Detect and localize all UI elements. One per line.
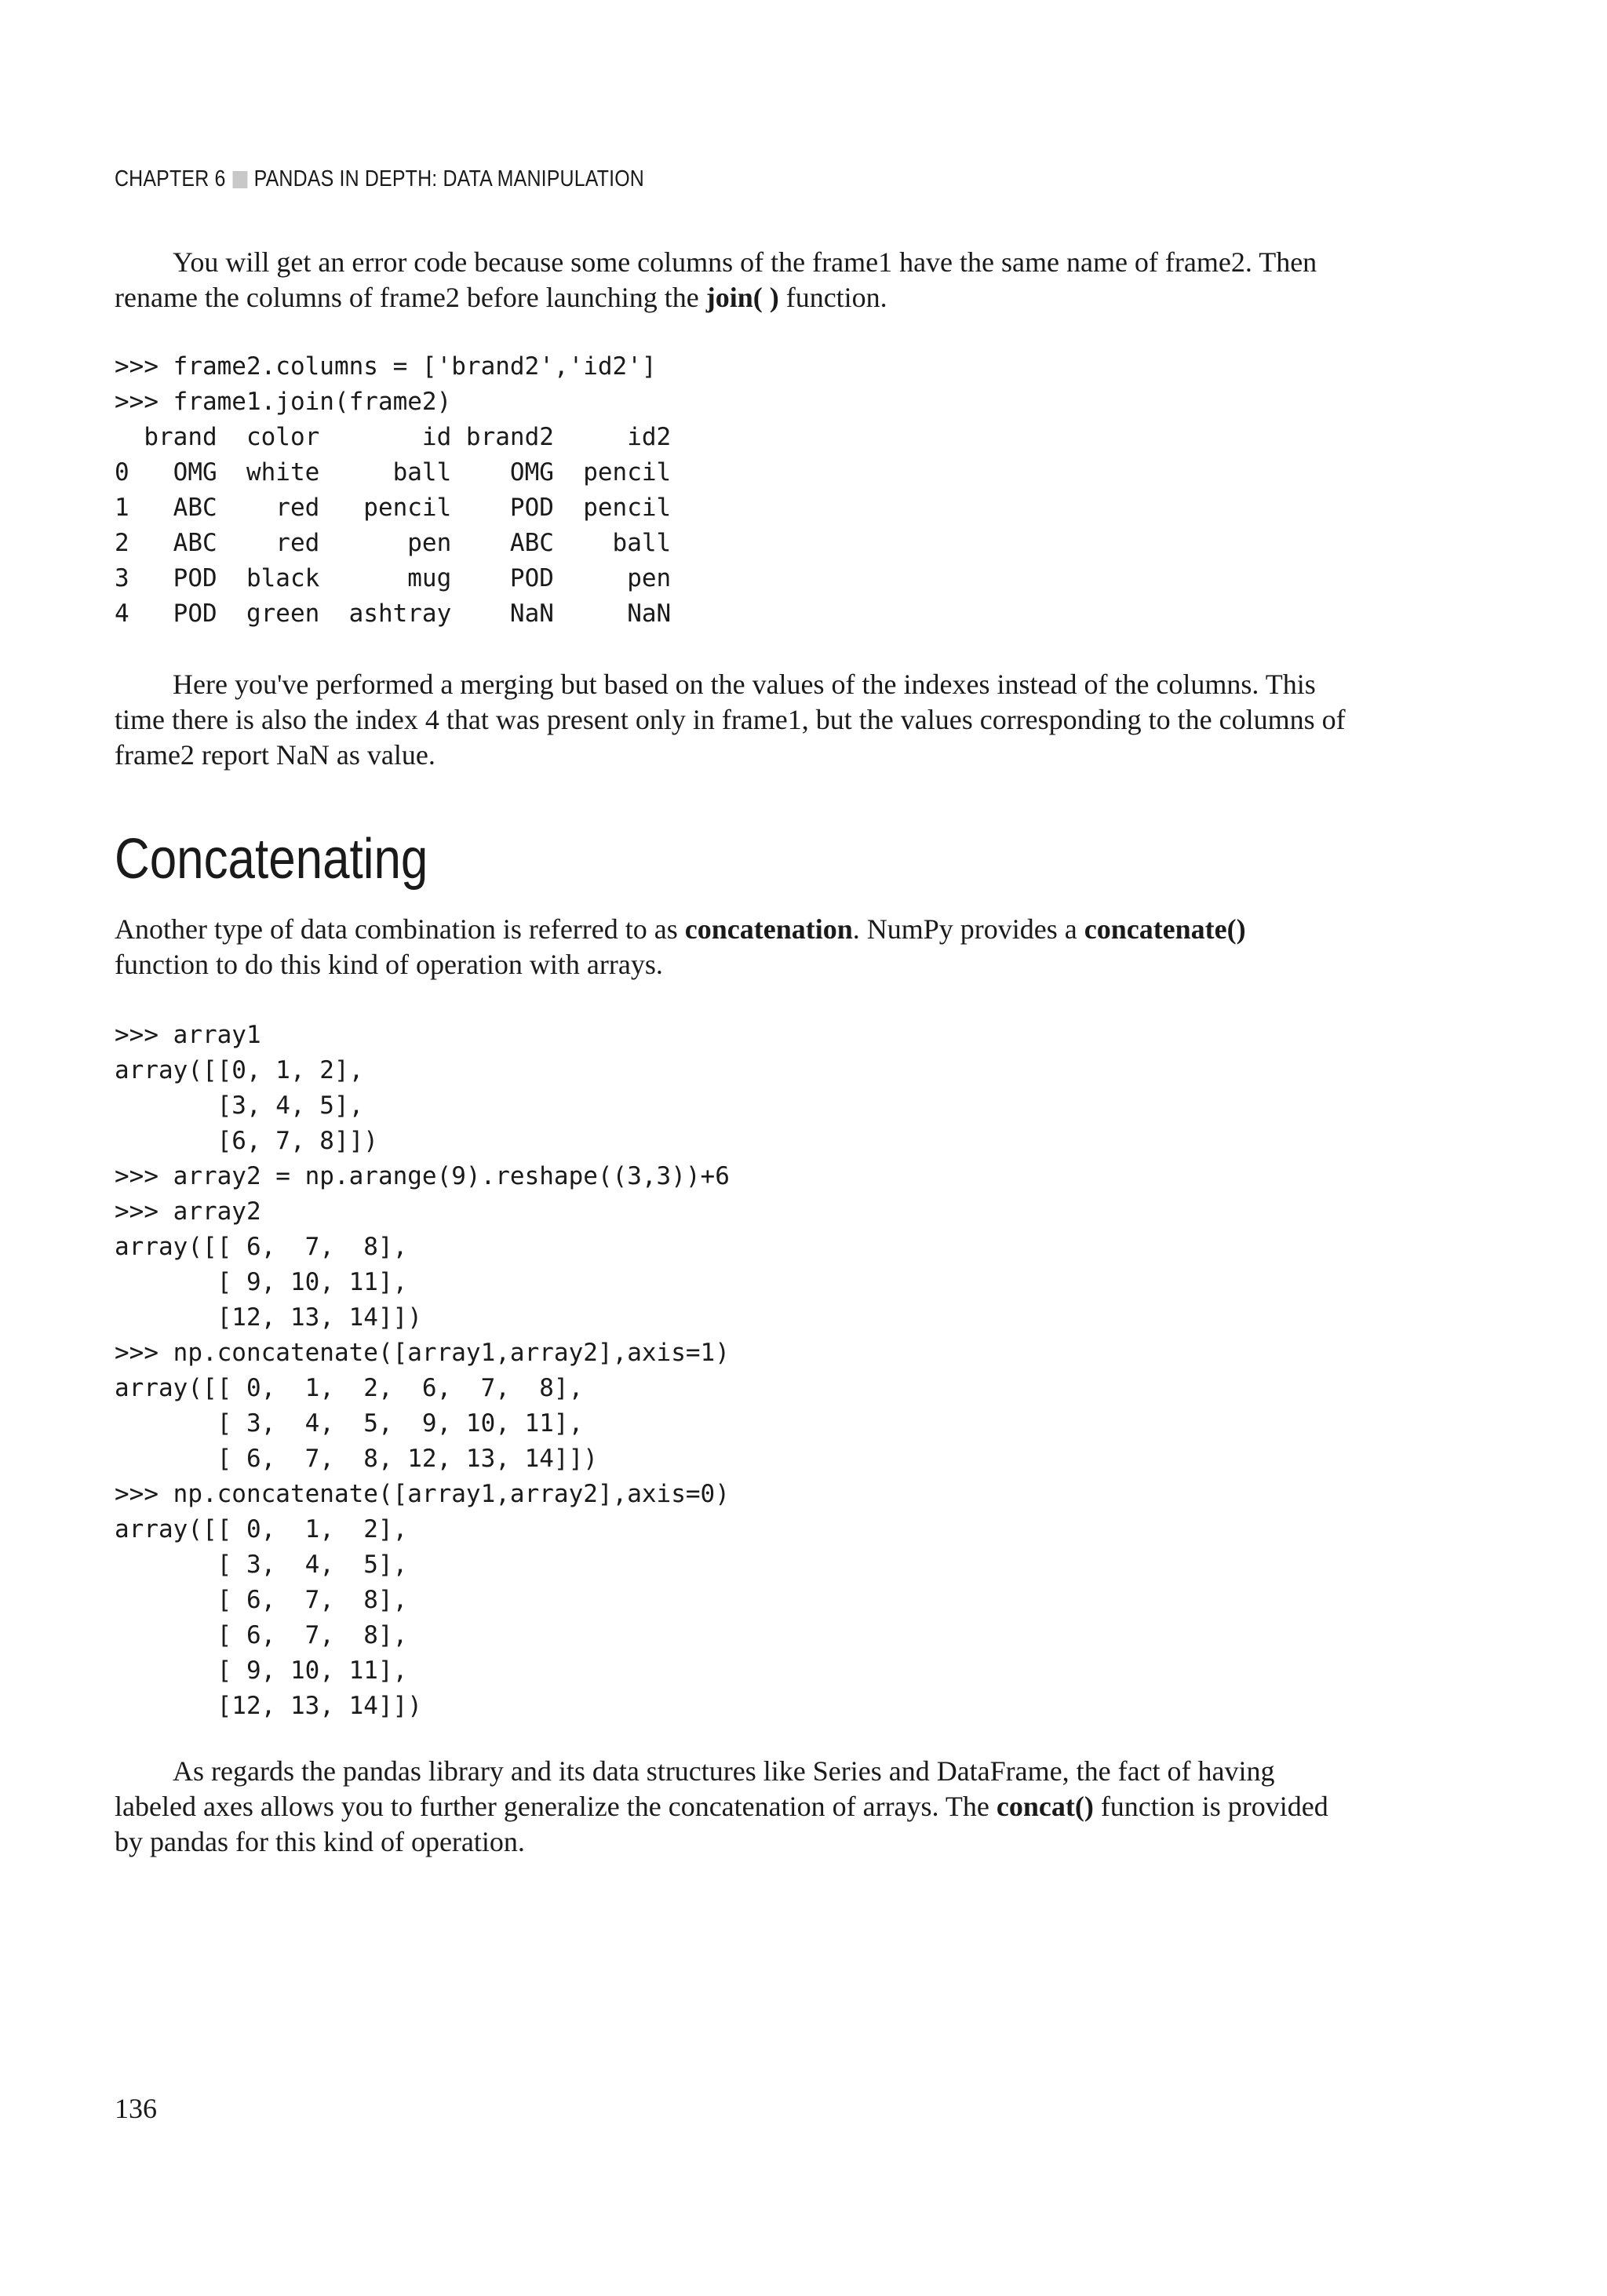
paragraph-line xyxy=(115,1789,1448,1824)
text-run: rename the columns of frame2 before launching the xyxy=(115,282,706,313)
page-number: 136 xyxy=(115,2093,157,2124)
paragraph-pandas-concat xyxy=(115,1754,1448,1860)
text-run: . NumPy provides a xyxy=(852,913,1084,945)
text-run: function is provided xyxy=(1093,1791,1328,1822)
code-line: >>> frame1.join(frame2) xyxy=(115,388,452,416)
code-line: [ 3, 4, 5, 9, 10, 11], xyxy=(115,1409,584,1438)
code-line: [ 9, 10, 11], xyxy=(115,1268,408,1296)
code-line: [6, 7, 8]]) xyxy=(115,1127,378,1155)
paragraph-line: Here you've performed a merging but based on the values of the indexes instead of the columns. This xyxy=(173,669,1316,700)
code-line: array([[ 6, 7, 8], xyxy=(115,1233,408,1261)
code-output-row: 4 POD green ashtray NaN NaN xyxy=(115,600,672,628)
paragraph-line: time there is also the index 4 that was present only in frame1, but the values corresponding to the columns of xyxy=(115,704,1346,735)
paragraph-line: function to do this kind of operation with arrays. xyxy=(115,949,663,980)
paragraph-line xyxy=(115,912,1448,947)
paragraph-line: by pandas for this kind of operation. xyxy=(115,1826,525,1857)
inline-code-term: join( ) xyxy=(705,282,779,313)
running-header xyxy=(115,166,644,192)
code-output-row: 0 OMG white ball OMG pencil xyxy=(115,458,672,487)
chapter-label: CHAPTER 6 xyxy=(115,166,226,191)
paragraph-line: frame2 report NaN as value. xyxy=(115,739,435,771)
code-block-join xyxy=(115,349,671,632)
bold-term: concat() xyxy=(996,1791,1094,1822)
bold-term: concatenation xyxy=(684,913,853,945)
code-line: array([[ 0, 1, 2], xyxy=(115,1515,408,1543)
code-line: [ 3, 4, 5], xyxy=(115,1551,408,1579)
code-line: >>> array2 = np.arange(9).reshape((3,3))+6 xyxy=(115,1162,730,1190)
code-output-row: 1 ABC red pencil POD pencil xyxy=(115,494,672,522)
code-line: [12, 13, 14]]) xyxy=(115,1692,422,1720)
code-line: >>> np.concatenate([array1,array2],axis=0) xyxy=(115,1480,730,1508)
code-line: >>> array1 xyxy=(115,1021,261,1049)
text-run: Another type of data combination is referred to as xyxy=(115,913,685,945)
paragraph-line xyxy=(115,280,1448,315)
code-line: [ 6, 7, 8], xyxy=(115,1621,408,1649)
text-run: labeled axes allows you to further generalize the concatenation of arrays. The xyxy=(115,1791,997,1822)
paragraph-join-error xyxy=(115,245,1448,315)
code-line: [ 9, 10, 11], xyxy=(115,1656,408,1685)
code-line: >>> array2 xyxy=(115,1197,261,1226)
code-line: [ 6, 7, 8, 12, 13, 14]]) xyxy=(115,1445,598,1473)
paragraph-line: As regards the pandas library and its data structures like Series and DataFrame, the fact of having xyxy=(173,1755,1275,1787)
code-line: [ 6, 7, 8], xyxy=(115,1586,408,1614)
paragraph-concatenation-intro xyxy=(115,912,1448,982)
paragraph-join-explanation xyxy=(115,667,1448,773)
code-line: [12, 13, 14]]) xyxy=(115,1303,422,1332)
code-line: >>> frame2.columns = ['brand2','id2'] xyxy=(115,352,657,381)
code-block-numpy-concatenate xyxy=(115,1018,730,1724)
section-heading: Concatenating xyxy=(115,828,428,891)
code-line: >>> np.concatenate([array1,array2],axis=1) xyxy=(115,1339,730,1367)
code-line: [3, 4, 5], xyxy=(115,1092,364,1120)
code-line: array([[0, 1, 2], xyxy=(115,1056,364,1084)
code-output-row: 3 POD black mug POD pen xyxy=(115,564,672,592)
bold-term: concatenate() xyxy=(1084,913,1246,945)
paragraph-line: You will get an error code because some columns of the frame1 have the same name of frame2. Then xyxy=(173,246,1317,278)
chapter-title: PANDAS IN DEPTH: DATA MANIPULATION xyxy=(253,166,644,191)
header-separator xyxy=(232,171,247,188)
code-output-header: brand color id brand2 id2 xyxy=(115,423,672,451)
book-page xyxy=(115,0,1448,2296)
code-output-row: 2 ABC red pen ABC ball xyxy=(115,529,672,557)
text-run: function. xyxy=(778,282,887,313)
code-line: array([[ 0, 1, 2, 6, 7, 8], xyxy=(115,1374,584,1402)
